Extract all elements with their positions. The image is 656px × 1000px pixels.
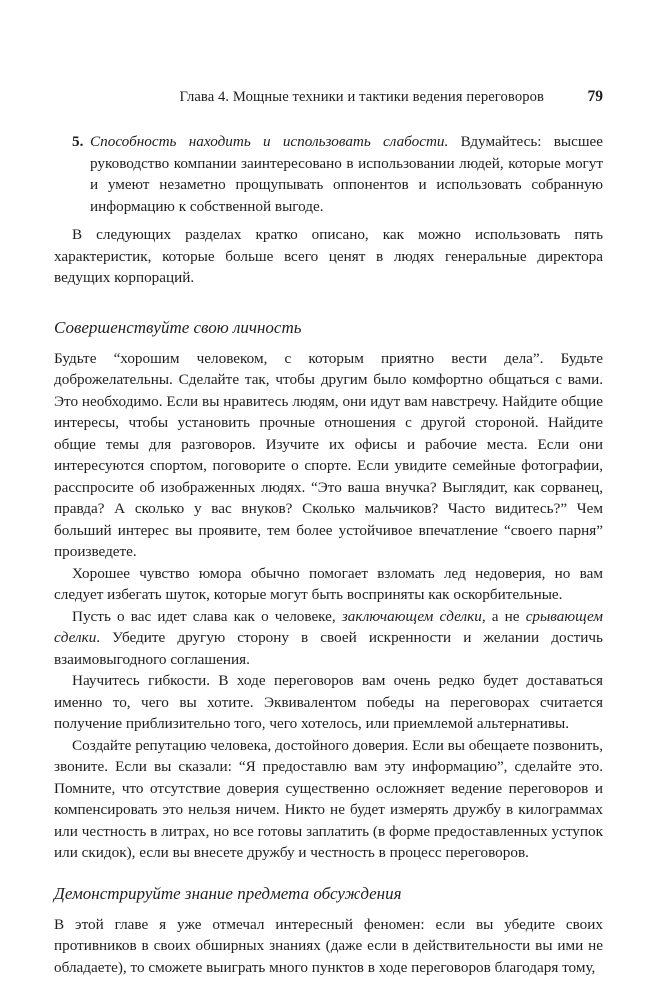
page-number: 79 [587,88,603,105]
paragraph: Будьте “хорошим человеком, с которым приятно вести дела”. Будьте доброжелательны. Сделайте так, чтобы другим было комфортно общаться с вами. Это необходимо. Если вы нравитесь людям, они идут вам навстречу. Найдите общие интересы, чтобы установить прочные отношения с другой стороной. Найдите общие темы для разговоров. Изучите их офисы и рабочие места. Если они интересуются спортом, поговорите о спорте. Если увидите семейные фотографии, расспросите об изображенных людях. “Это ваша внучка? Выглядит, как сорванец, правда? А сколько у вас внуков? Сколько мальчиков? Часто видитесь?” Чем больший интерес вы проявите, тем более устойчивое впечатление “своего парня” произведете. [54,349,603,560]
chapter-title: Глава 4. Мощные техники и тактики ведения переговоров [179,89,544,105]
item-text: Вдумайтесь: высшее руководство компании заинтересовано в использовании людей, которые могут и умеют незаметно прощупывать оппонентов и использовать собранную информацию к собственной выгоде. [90,133,604,215]
intro-paragraph: В следующих разделах кратко описано, как можно использовать пять характеристик, которые больше всего ценят в людях генеральные директора ведущих корпораций. [54,226,603,286]
running-head [0,89,656,111]
emphasis: срывающем сделки [54,607,603,646]
paragraph: Создайте репутацию человека, достойного доверия. Если вы обещаете позвонить, звоните. Если вы сказали: “Я предоставлю вам эту информацию”, сделайте это. Помните, что отсутствие доверия существенно осложняет ведение переговоров и компенсировать это нельзя ничем. Никто не будет измерять дружбу в килограммах или честность в литрах, но все готовы заплатить (в форме предоставленных уступок или скидок), если вы внесете дружбу и честность в процесс переговоров. [54,736,604,861]
numbered-item-5 [54,131,603,217]
paragraph: В этой главе я уже отмечал интересный феномен: если вы убедите своих противников в своих обширных знаниях (даже если в действительности вы ими не обладаете), то сможете выиграть много пунктов в ходе переговоров благодаря тому, [54,915,603,976]
paragraph [54,606,603,671]
item-title: Способность находить и использовать слабости. [90,133,449,150]
section-heading-personality: Совершенствуйте свою личность [54,317,302,337]
section-heading-knowledge: Демонстрируйте знание предмета обсуждения [54,883,402,903]
item-number: 5. [72,133,84,150]
text-run: . Убедите другую сторону в своей искренности и желании достичь взаимовыгодного соглашения. [54,629,603,668]
emphasis: заключающем сделки [341,607,482,625]
text-run: , а не [481,607,526,625]
body-text [54,131,603,978]
paragraph: Хорошее чувство юмора обычно помогает взломать лед недоверия, но вам следует избегать шуток, которые могут быть восприняты как оскорбительные. [54,564,603,603]
text-run: Пусть о вас идет слава как о человеке, [72,607,342,625]
paragraph: Научитесь гибкости. В ходе переговоров вам очень редко будет доставаться именно то, чего вы хотите. Эквивалентом победы на переговорах считается получение приблизительно того, чего хотелось, или приемлемой альтернативы. [54,672,603,732]
